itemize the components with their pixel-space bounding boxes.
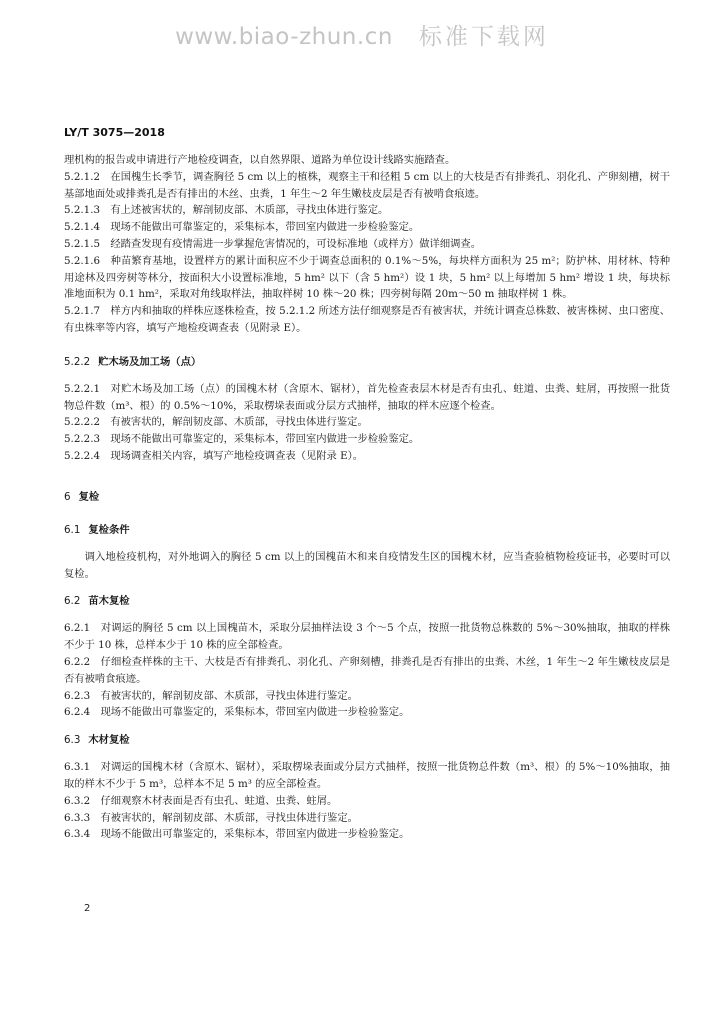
standard-code: LY/T 3075—2018 [64, 126, 165, 139]
clause-6-3-3: 6.3.3 有被害状的，解剖韧皮部、木质部，寻找虫体进行鉴定。 [64, 811, 358, 824]
clause-6-3-2: 6.3.2 仔细观察木材表面是否有虫孔、蛀道、虫粪、蛀屑。 [64, 794, 338, 807]
watermark-site-name: 标准下载网 [418, 24, 549, 50]
clause-6-2-2: 6.2.2 仔细检查样株的主干、大枝是否有排粪孔、羽化孔、产卵刻槽，排粪孔是否有排出的虫粪、木丝，1 年生～2 年生嫩枝皮层是否有被啃食痕迹。 [64, 655, 670, 685]
clause-5-2-1-5: 5.2.1.5 经踏查发现有疫情需进一步掌握危害情况的，可设标准地（或样方）做详细调查。 [64, 237, 482, 250]
clause-5-2-1-2: 5.2.1.2 在国槐生长季节，调查胸径 5 cm 以上的植株，观察主干和径粗 5 cm 以上的大枝是否有排粪孔、羽化孔、产卵刻槽，树干基部地面处或排粪孔是否有排出的木丝、虫粪，1 年生～2 年生嫩枝皮层是否有被啃食痕迹。 [64, 170, 670, 200]
section-heading-6-1 [64, 522, 670, 538]
watermark-url: www.biao-zhun.cn [175, 24, 393, 50]
clause-6-2-4: 6.2.4 现场不能做出可靠鉴定的，采集标本，带回室内做进一步检验鉴定。 [64, 706, 410, 719]
clause-6-3-1: 6.3.1 对调运的国槐木材（含原木、锯材），采取楞垛表面或分层方式抽样，按照一批货物总件数（m³、根）的 5%～10%抽取，抽取的样木不少于 5 m³，总样本不足 5 m³ 的应全部检查。 [64, 761, 670, 790]
clause-5-2-2-3: 5.2.2.3 现场不能做出可靠鉴定的，采集标本，带回室内做进一步检验鉴定。 [64, 433, 420, 446]
section-title: 苗木复检 [88, 595, 130, 608]
clause-5-2-2-2: 5.2.2.2 有被害状的，解剖韧皮部、木质部，寻找虫体进行鉴定。 [64, 416, 368, 429]
document-body [64, 152, 670, 843]
page-number: 2 [84, 903, 91, 914]
clause-5-2-1-7: 5.2.1.7 样方内和抽取的样株应逐株检查，按 5.2.1.2 所述方法仔细观察是否有被害状，并统计调查总株数、被害株树、虫口密度、有虫株率等内容，填写产地检疫调查表（见附录 E）。 [64, 305, 670, 334]
clause-5-2-1-4: 5.2.1.4 现场不能做出可靠鉴定的，采集标本，带回室内做进一步检验鉴定。 [64, 221, 420, 234]
section-number: 5.2.2 [64, 355, 91, 368]
section-title: 贮木场及加工场（点） [98, 355, 202, 368]
clause-5-2-1-3: 5.2.1.3 有上述被害状的，解剖韧皮部、木质部，寻找虫体进行鉴定。 [64, 204, 389, 217]
section-heading-6-3 [64, 732, 670, 748]
chapter-number: 6 [64, 490, 71, 503]
clause-5-2-1-6: 5.2.1.6 种苗繁育基地，设置样方的累计面积应不少于调查总面积的 0.1%～5%，每块样方面积为 25 m²；防护林、用材林、特种用途林及四旁树等林分，按面积大小设置标准地，5 hm² 以下（含 5 hm²）设 1 块，5 hm² 以上每增加 5 hm² 增设 1 块，每块标准地面积为 0.1 hm²，采取对角线取样法，抽取样树 10 株～20 株；四旁树每隔 20m～50 m 抽取样树 1 株。 [64, 254, 670, 301]
site-watermark [0, 18, 724, 51]
section-heading-6-2 [64, 593, 670, 609]
paragraph: 调入地检疫机构，对外地调入的胸径 5 cm 以上的国槐苗木和来自疫情发生区的国槐木材，应当查验植物检疫证书，必要时可以复检。 [64, 550, 670, 580]
section-title: 木材复检 [88, 734, 130, 747]
clause-6-3-4: 6.3.4 现场不能做出可靠鉴定的，采集标本，带回室内做进一步检验鉴定。 [64, 828, 410, 841]
clause-5-2-2-1: 5.2.2.1 对贮木场及加工场（点）的国槐木材（含原木、锯材），首先检查表层木材是否有虫孔、蛀道、虫粪、蛀屑，再按照一批货物总件数（m³、根）的 0.5%～10%，采取楞垛表面或分层方式抽样，抽取的样木应逐个检查。 [64, 382, 670, 412]
section-title: 复检条件 [88, 523, 130, 536]
section-number: 6.2 [64, 595, 81, 608]
section-number: 6.3 [64, 734, 81, 747]
chapter-title: 复检 [78, 490, 100, 503]
clause-5-2-2-4: 5.2.2.4 现场调查相关内容，填写产地检疫调查表（见附录 E）。 [64, 449, 364, 462]
section-number: 6.1 [64, 523, 81, 536]
clause-6-2-3: 6.2.3 有被害状的，解剖韧皮部、木质部，寻找虫体进行鉴定。 [64, 689, 358, 702]
section-heading-5-2-2 [64, 354, 670, 370]
paragraph: 理机构的报告或申请进行产地检疫调查，以自然界限、道路为单位设计线路实施踏查。 [64, 154, 456, 166]
chapter-heading-6 [64, 489, 670, 505]
clause-6-2-1: 6.2.1 对调运的胸径 5 cm 以上国槐苗木，采取分层抽样法设 3 个～5 个点，按照一批货物总株数的 5%～30%抽取，抽取的样株不少于 10 株，总样本少于 10 株的应全部检查。 [64, 622, 670, 652]
